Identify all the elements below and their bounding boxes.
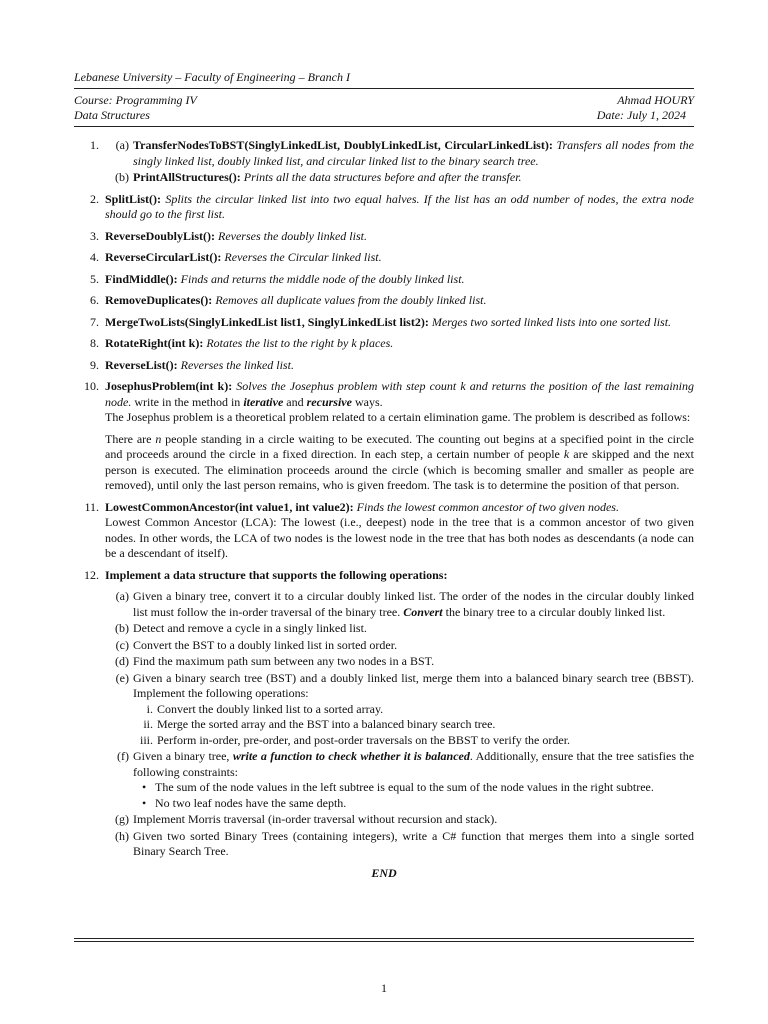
question-10 [74,379,694,494]
text-run: There are [105,431,152,446]
question-number: 1. [90,138,99,152]
josephus-description-paragraph [105,432,694,494]
method-signature: TransferNodesToBST(SinglyLinkedList, DoublyLinkedList, CircularLinkedList): [133,138,553,152]
document-page [74,0,694,1024]
question-1-part-b [105,170,694,186]
subpart-e-i [133,702,694,718]
question-12 [74,568,694,860]
header-row-course [74,93,694,109]
question-3 [74,229,694,245]
question-12-part-b [105,621,694,637]
method-signature: RemoveDuplicates(): [105,293,213,307]
instruction-text: write in the method in [134,394,241,409]
text-run: Given two sorted Binary Trees (containing integers), write a C# function that merges them into a single sorted Binary Search Tree. [133,828,694,858]
question-number: 4. [90,250,99,264]
keyword-recursive: recursive [306,394,352,409]
text-run: Convert the BST to a doubly linked list in sorted order. [133,637,398,652]
method-description: Removes all duplicate values from the doubly linked list. [215,293,487,307]
question-12-part-c [105,638,694,654]
question-number: 3. [90,228,99,243]
part-label: (h) [115,828,129,843]
footer-rule-top [74,938,694,939]
author-name: Ahmad HOURY [617,93,694,107]
method-signature: ReverseList(): [105,357,178,372]
subpart-e-iii [133,733,694,749]
variable-k: k [563,447,570,461]
part-label: (g) [115,812,129,826]
text-run: Merge the sorted array and the BST into a balanced binary search tree. [157,717,496,731]
question-12-title: Implement a data structure that supports the following operations: [105,567,448,582]
text-run: Detect and remove a cycle in a singly linked list. [133,621,367,635]
page-number: 1 [381,981,387,995]
method-description: Finds the lowest common ancestor of two given nodes. [356,499,619,514]
text-run: Find the maximum path sum between any two nodes in a BST. [133,654,435,668]
question-1 [74,138,694,186]
text-run: are skipped and the next person is executed. The elimination proceeds around the circle (which is becoming smaller and smaller as people are removed), until only the last person remains, who is given freedom. The task is to determine the position of that person. [105,447,695,492]
text-run: No two leaf nodes have the same depth. [155,795,347,810]
question-number: 8. [90,336,99,350]
method-description: Reverses the doubly linked list. [217,228,367,243]
text-run: Implement Morris traversal (in-order traversal without recursion and stack). [133,812,498,826]
question-number: 11. [84,499,99,514]
josephus-intro-paragraph: The Josephus problem is a theoretical problem related to a certain elimination game. The problem is described as follows: [105,410,691,424]
text-run: the binary tree to a circular doubly linked list. [445,604,666,619]
text-run: Given a binary search tree (BST) and a doubly linked list, merge them into a balanced binary search tree (BBST). Implement the following operations: [133,670,694,700]
end-marker: END [371,865,397,880]
instruction-ways: ways. [354,394,383,409]
question-5 [74,272,694,288]
question-number: 6. [90,293,99,307]
method-description: Solves the Josephus problem with step count k and returns the position of the last remaining node. [105,379,695,409]
question-12-part-g [105,812,694,828]
text-run: people standing in a circle waiting to be executed. The counting out begins at a specified point in the circle and proceeds around the circle in a fixed direction. In each step, a certain number of people [105,431,694,461]
question-8 [74,336,694,352]
method-description: Rotates the list to the right by k places. [206,336,394,350]
part-label: (a) [115,589,129,603]
subject-name: Data Structures [74,108,150,122]
method-signature: PrintAllStructures(): [133,170,241,184]
roman-label: iii. [139,732,153,747]
text-run: Convert the doubly linked list to a sorted array. [157,701,384,716]
text-run: Given a binary tree, convert it to a circular doubly linked list. The order of the nodes in the circular doubly linked list must follow the in-order traversal of the binary tree. [133,589,694,619]
question-11 [74,500,694,562]
method-signature: MergeTwoLists(SinglyLinkedList list1, SinglyLinkedList list2): [105,314,429,329]
method-signature: LowestCommonAncestor(int value1, int value2): [105,499,354,514]
institution-header: Lebanese University – Faculty of Engineering – Branch I [74,70,350,84]
part-label: (a) [115,138,129,152]
course-name: Course: Programming IV [74,93,197,107]
question-number: 9. [90,357,99,372]
question-12-part-a [105,589,694,620]
method-description: Reverses the linked list. [180,357,294,372]
question-12-part-h [105,829,694,860]
question-2 [74,192,694,223]
method-signature: ReverseCircularList(): [105,250,222,264]
question-12-parts [105,589,694,860]
text-run: Perform in-order, pre-order, and post-order traversals on the BBST to verify the order. [157,732,571,747]
variable-n: n [155,431,162,446]
part-label: (d) [115,654,129,668]
question-1-part-a [105,138,694,169]
header-row-subject [74,108,694,124]
part-label: (b) [115,170,129,184]
question-number: 5. [90,271,99,286]
question-9 [74,358,694,374]
question-6 [74,293,694,309]
method-description: Merges two sorted linked lists into one sorted list. [431,314,672,329]
method-description: Finds and returns the middle node of the doubly linked list. [180,271,465,286]
method-signature: SplitList(): [105,191,162,206]
method-signature: JosephusProblem(int k): [105,379,233,393]
question-number: 10. [84,379,99,393]
constraint-bullet-2 [133,796,694,812]
method-description: Prints all the data structures before and after the transfer. [243,170,522,184]
question-4 [74,250,694,266]
header-rule-top [74,88,694,89]
instruction-and: and [286,394,304,409]
part-label: (e) [115,670,129,685]
subpart-e-ii [133,717,694,733]
method-signature: RotateRight(int k): [105,336,204,350]
question-12-part-d [105,654,694,670]
question-12-part-e [105,671,694,749]
method-description: Splits the circular linked list into two equal halves. If the list has an odd number of nodes, the extra node should go to the first list. [105,191,695,221]
text-run: . Additionally, ensure that the tree satisfies the following constraints: [133,749,695,779]
header-rule-bottom [74,126,694,127]
method-description: Transfers all nodes from the singly linked list, doubly linked list, and circular linked list to the binary search tree. [133,138,694,168]
lca-definition-paragraph: Lowest Common Ancestor (LCA): The lowest (i.e., deepest) node in the tree that is a common ancestor of two given nodes. In other words, the LCA of two nodes is the lowest node in the tree that has both nodes as descendants (a node can be a descendant of itself). [105,515,694,560]
method-description: Reverses the Circular linked list. [224,250,382,264]
method-signature: ReverseDoublyList(): [105,228,215,243]
constraint-bullet-1 [133,780,694,796]
part-label: (f) [117,749,129,763]
text-run: The sum of the node values in the left subtree is equal to the sum of the node values in the right subtree. [155,780,654,794]
keyword-iterative: iterative [243,394,284,409]
text-run: Given a binary tree, [133,749,230,763]
part-label: (b) [115,621,129,635]
footer-rule-bottom [74,941,694,942]
keyword-convert: Convert [403,604,443,619]
bullet-marker: • [142,795,147,810]
question-list [74,137,694,881]
part-label: (c) [115,637,129,652]
question-number: 7. [90,314,99,329]
exam-date: Date: July 1, 2024 [596,108,686,122]
bullet-marker: • [142,780,147,794]
roman-label: i. [146,701,153,716]
keyword-write-function: write a function to check whether it is [232,749,422,763]
roman-label: ii. [143,717,153,731]
question-12-part-f [105,749,694,811]
question-7 [74,315,694,331]
method-signature: FindMiddle(): [105,271,178,286]
question-number: 2. [90,191,99,206]
keyword-balanced: balanced [425,749,470,763]
question-number: 12. [84,567,99,582]
